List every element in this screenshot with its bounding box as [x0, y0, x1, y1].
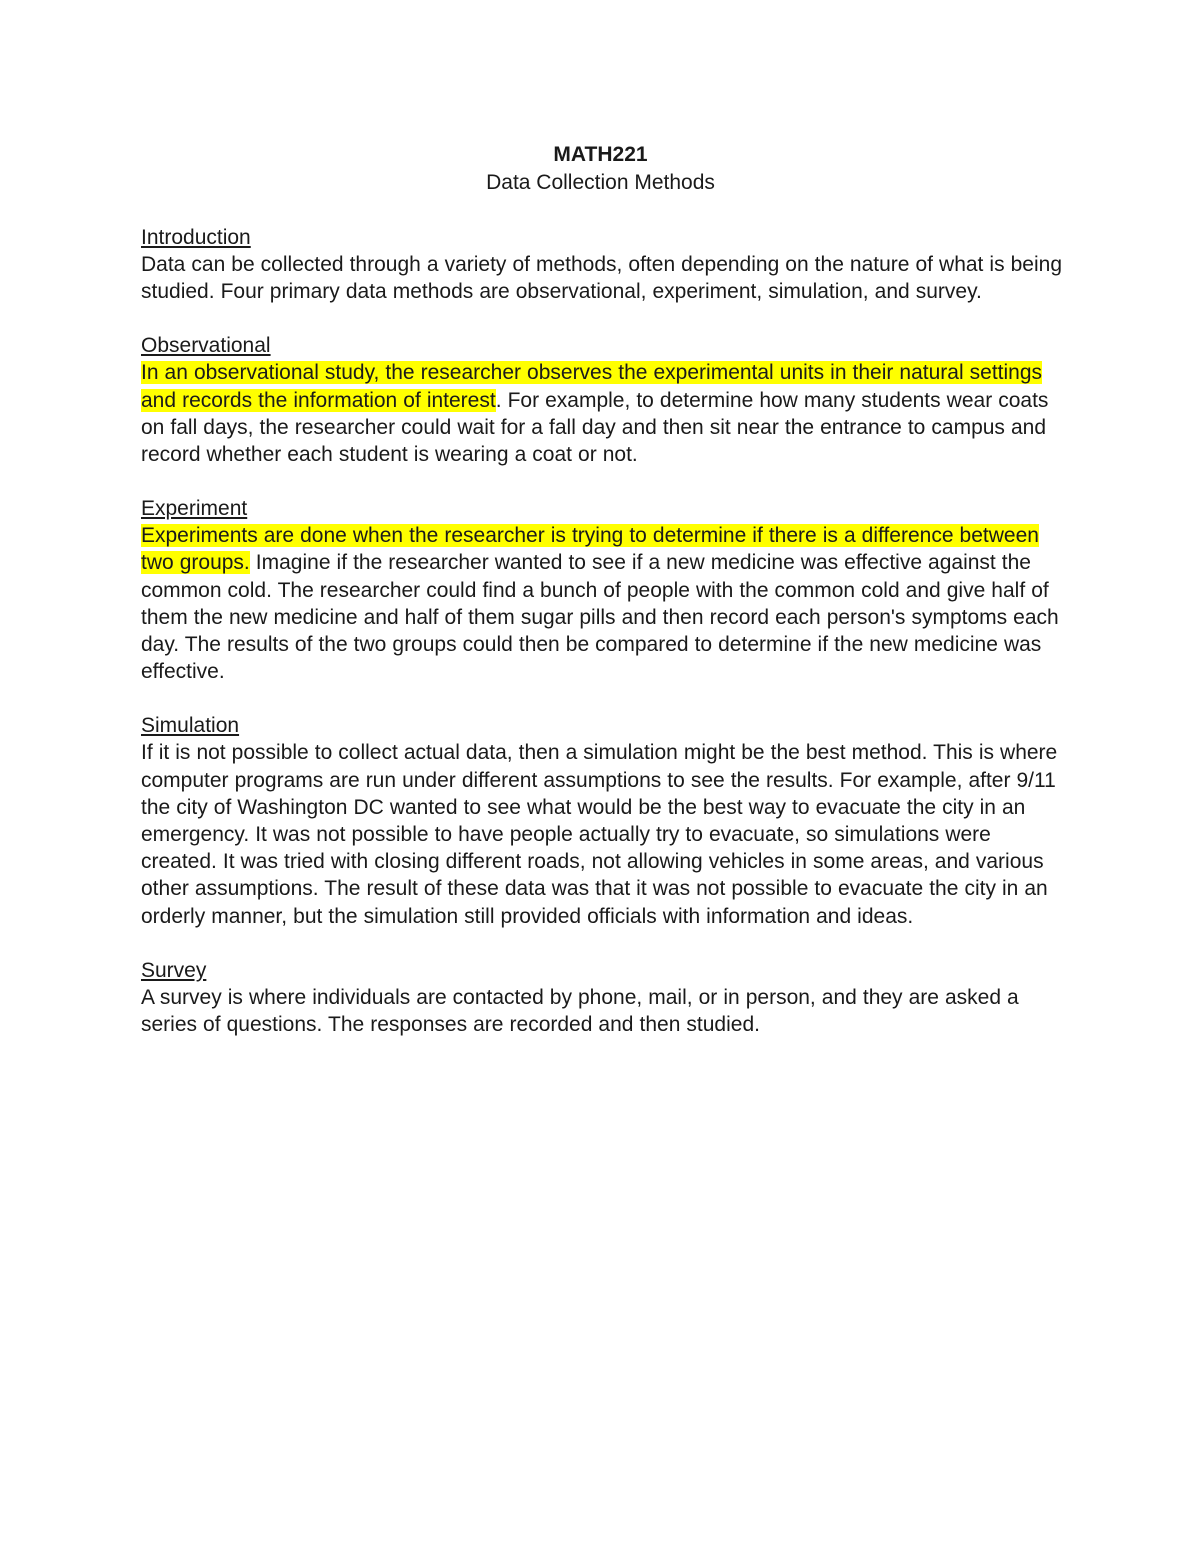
section-body-observational [141, 359, 1066, 468]
section-observational [141, 332, 1066, 468]
highlighted-text: In an observational study, the researcher observes the experimental units in their natural settings and records the information of interest [141, 361, 1043, 412]
section-text: Data can be collected through a variety of methods, often depending on the nature of what is being studied. Four primary data methods are observational, experiment, simulation, and survey. [141, 253, 1063, 304]
section-introduction [141, 224, 1066, 305]
document-header [135, 141, 1066, 197]
section-heading-simulation: Simulation [141, 714, 240, 738]
section-body-introduction [141, 251, 1066, 305]
highlighted-text: Experiments are done when the researcher is trying to determine if there is a difference between two groups. [141, 524, 1039, 575]
section-heading-introduction: Introduction [141, 226, 251, 249]
section-heading-observational: Observational [141, 334, 271, 358]
section-simulation [141, 712, 1066, 929]
section-body-experiment [141, 522, 1066, 685]
section-text: A survey is where individuals are contacted by phone, mail, or in person, and they are asked a series of questions. The responses are recorded and then studied. [141, 985, 1019, 1037]
section-text: Imagine if the researcher wanted to see if a new medicine was effective against the common cold. The researcher could find a bunch of people with the common cold and give half of them the new medicine and half of them sugar pills and then record each person's symptoms each day. The results of the two groups could then be compared to determine if the new medicine was effective. [141, 551, 1059, 684]
section-body-survey [141, 984, 1066, 1038]
section-body-simulation [141, 739, 1066, 929]
section-heading-survey: Survey [141, 958, 207, 982]
document-title: MATH221 [553, 143, 648, 166]
document-subtitle: Data Collection Methods [486, 171, 715, 194]
section-heading-experiment: Experiment [141, 497, 248, 521]
section-text: . For example, to determine how many students wear coats on fall days, the researcher could wait for a fall day and then sit near the entrance to campus and record whether each student is wearing a coat or not. [141, 388, 1049, 467]
document-page [141, 141, 1066, 1038]
section-text: If it is not possible to collect actual data, then a simulation might be the best method. This is where computer programs are run under different assumptions to see the results. For example, after 9/11 the city of Washington DC wanted to see what would be the best way to evacuate the city in an emergency. It was not possible to have people actually try to evacuate, so simulations were created. It was tried with closing different roads, not allowing vehicles in some areas, and various other assumptions. The result of these data was that it was not possible to evacuate the city in an orderly manner, but the simulation still provided officials with information and ideas. [141, 741, 1058, 928]
section-survey [141, 957, 1066, 1038]
section-experiment [141, 495, 1066, 685]
